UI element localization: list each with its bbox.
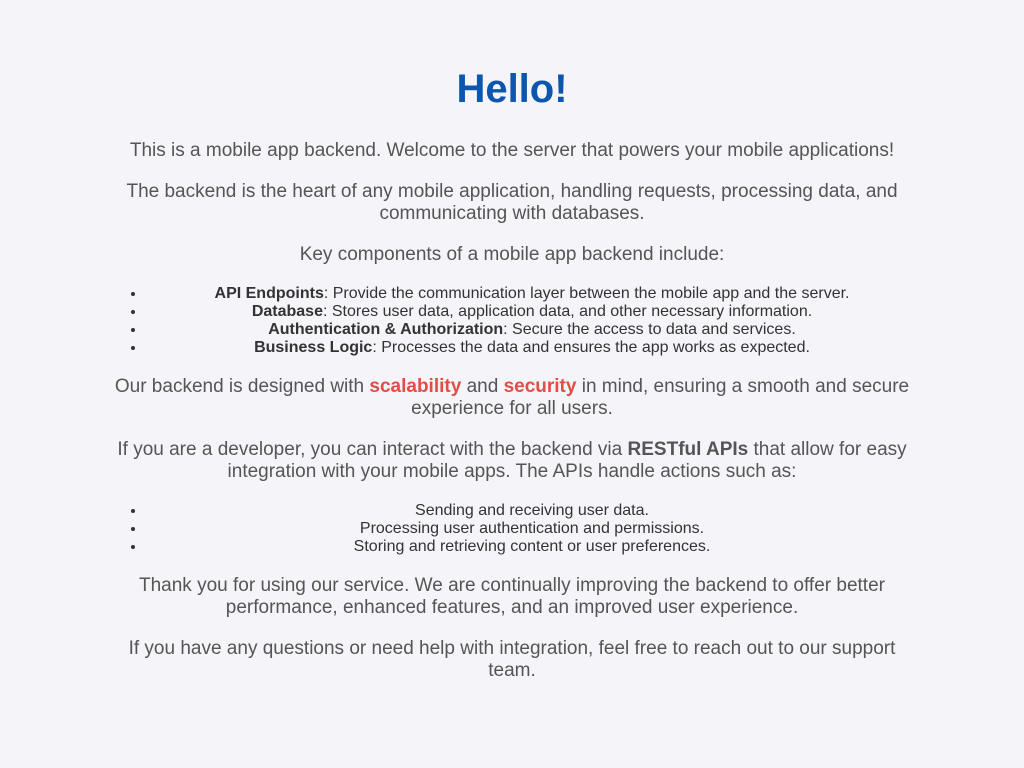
thanks-paragraph: Thank you for using our service. We are continually improving the backend to offer better performance, enhanced features, and an improved user experience. <box>139 575 885 618</box>
design-and: and <box>461 376 504 397</box>
design-paragraph <box>106 376 918 420</box>
components-list <box>106 285 918 357</box>
list-item <box>146 321 918 339</box>
page-title: Hello! <box>456 67 568 111</box>
component-term: Authentication & Authorization <box>268 321 504 338</box>
list-item: • Storing and retrieving content or user preferences. <box>146 538 918 556</box>
developer-paragraph <box>106 439 918 483</box>
developer-pre: If you are a developer, you can interact with the backend via <box>117 439 628 460</box>
list-item: • Sending and receiving user data. <box>146 502 918 520</box>
list-item <box>146 285 918 303</box>
component-desc: : Processes the data and ensures the app works as expected. <box>372 339 810 356</box>
design-pre: Our backend is designed with <box>114 376 370 397</box>
component-term: Business Logic <box>254 339 373 356</box>
scalability-highlight: scalability <box>369 376 462 397</box>
component-desc: : Provide the communication layer between the mobile app and the server. <box>323 285 850 302</box>
restful-apis-text: RESTful APIs <box>627 439 749 460</box>
component-desc: : Secure the access to data and services. <box>503 321 796 338</box>
security-highlight: security <box>503 376 577 397</box>
component-term: API Endpoints <box>214 285 324 302</box>
component-term: Database <box>251 303 323 320</box>
list-item: • Processing user authentication and permissions. <box>146 520 918 538</box>
actions-list <box>106 502 918 556</box>
intro-paragraph: This is a mobile app backend. Welcome to the server that powers your mobile applications! <box>129 140 895 161</box>
list-item <box>146 303 918 321</box>
heart-paragraph: The backend is the heart of any mobile application, handling requests, processing data, and communicating with databases. <box>126 181 898 224</box>
components-intro: Key components of a mobile app backend include: <box>299 244 725 265</box>
design-post: in mind, ensuring a smooth and secure experience for all users. <box>411 376 910 419</box>
support-paragraph: If you have any questions or need help with integration, feel free to reach out to our support team. <box>128 638 896 681</box>
list-item <box>146 339 918 357</box>
component-desc: : Stores user data, application data, and other necessary information. <box>322 303 813 320</box>
developer-post: that allow for easy integration with your mobile apps. The APIs handle actions such as: <box>227 439 907 482</box>
